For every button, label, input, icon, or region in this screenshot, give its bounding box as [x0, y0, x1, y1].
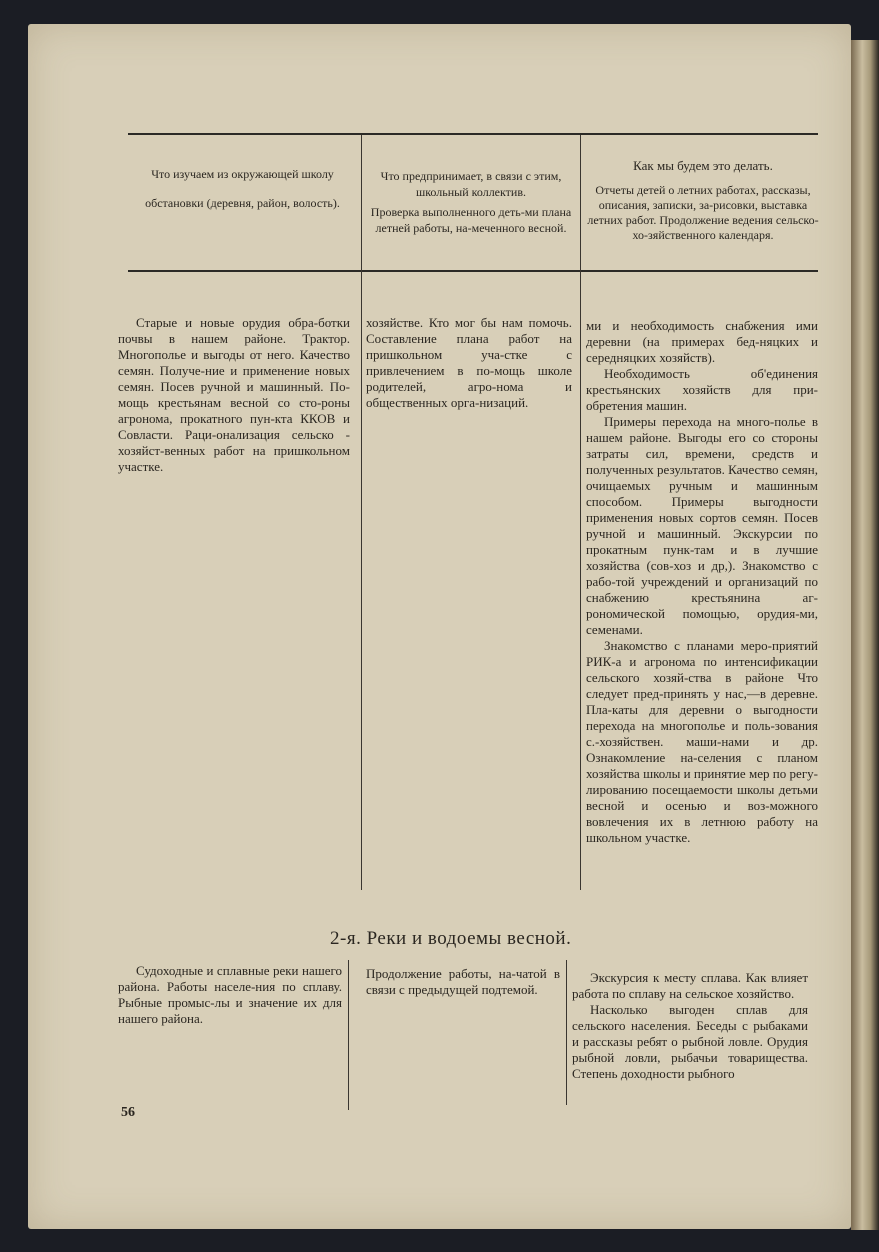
- section1-col3-p4: Знакомство с планами меро-приятий РИК-а и агронома по интенсификации сельского хозяй-ства в районе Что следует пред-принять у нас,—в деревне. Пла-каты для деревни о выгодности перехода на многополье и поль-зования с.-хозяйствен. маши-нами и др. Ознакомление на-селения с планом хозяйства школы и принятие мер по регу-лированию посещаемости школы детьми весной и осенью и воз-можного вовлечения их в летнюю работу на школьном участке.: [586, 638, 818, 845]
- section2-col3-p2: Насколько выгоден сплав для сельского населения. Беседы с рыбаками и рассказы ребят о рыбной ловле. Орудия рыбной ловли, рыбачьи товарищества. Степень доходности рыбного: [572, 1002, 808, 1081]
- section1-col3-p2: Необходимость об'единения крестьянских хозяйств для при-обретения машин.: [586, 366, 818, 413]
- section1-col3-p3: Примеры перехода на много-полье в нашем районе. Выгоды его со стороны затраты сил, времени, средств и полученных результатов. Качество семян, очищаемых ручным и машинным способом. Примеры выгодности применения новых сортов семян. Посев ручной и машинный. Экскурсии по прокатным пунк-там и в лучшие хозяйства (сов-хоз и др,). Знакомство с рабо-той учреждений и организаций по снабжению крестьянина аг-рономической помощью, орудия-ми, семенами.: [586, 414, 818, 637]
- section2-title: 2-я. Реки и водоемы весной.: [330, 928, 572, 949]
- section2-col1: Судоходные и сплавные реки нашего района. Работы населе-ния по сплаву. Рыбные промыс-лы и значение их для нашего района.: [118, 963, 342, 1026]
- header-col3-text: Отчеты детей о летних работах, рассказы, описания, записки, за-рисовки, выставка летних работ. Продолжение ведения сельско-хо-зяйственного календаря.: [587, 183, 819, 242]
- column-divider: [361, 135, 362, 890]
- header-col2-line1: Что предпринимает, в связи с этим, школьный коллектив.: [380, 169, 562, 199]
- header-col2-line2: Проверка выполненного деть-ми плана летней работы, на-меченного весной.: [370, 205, 572, 235]
- section1-col3: [586, 318, 818, 846]
- section1-col2: хозяйстве. Кто мог бы нам помочь. Составление плана работ на пришкольном уча-стке с привлечением в по-мощь школе родителей, агро-нома и общественных орга-низаций.: [366, 315, 572, 410]
- section2-col3-p1: Экскурсия к месту сплава. Как влияет работа по сплаву на сельское хозяйство.: [572, 970, 808, 1001]
- header-col3: [586, 158, 820, 243]
- section2-col3: [572, 970, 808, 1082]
- column-divider: [348, 960, 349, 1110]
- header-col2: [366, 168, 576, 236]
- section1-col3-p1: ми и необходимость снабжения ими деревни (на примерах бед-няцких и середняцких хозяйств).: [586, 318, 818, 365]
- header-col1: Что изучаем из окружающей школу обстановки (деревня, район, волость).: [145, 167, 340, 210]
- page-edge: [851, 40, 879, 1230]
- column-divider: [580, 135, 581, 890]
- header-col3-title: Как мы будем это делать.: [633, 158, 773, 173]
- header-bottom-rule: [128, 270, 818, 272]
- column-divider: [566, 960, 567, 1105]
- section1-col1: Старые и новые орудия обра-ботки почвы в нашем районе. Трактор. Многополье и выгоды от него. Качество семян. Получе-ние и применение новых семян. Посев ручной и машинный. По-мощь крестьянам весной со сто-роны агронома, прокатного пун-кта ККОВ и Совласти. Раци-онализация сельско - хозяйст-венных работ на пришкольном участке.: [118, 315, 350, 474]
- page-number: 56: [121, 1105, 135, 1120]
- top-rule: [128, 133, 818, 135]
- section2-col2: Продолжение работы, на-чатой в связи с предыдущей подтемой.: [366, 966, 560, 997]
